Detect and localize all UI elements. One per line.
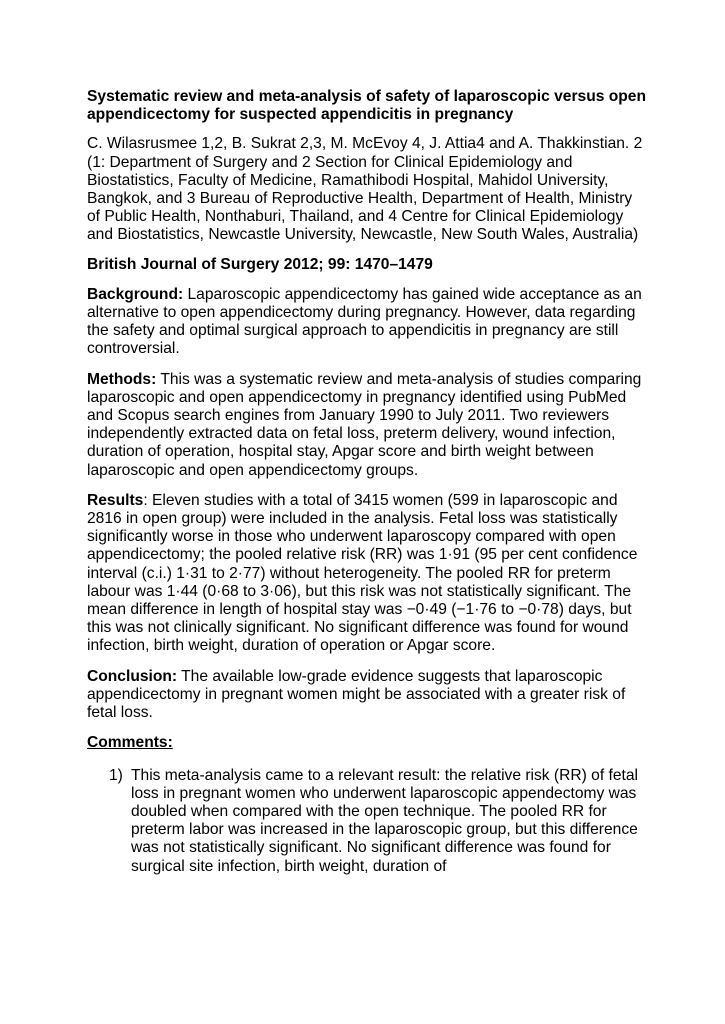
comment-number: 1) [109, 766, 123, 784]
comment-text: This meta-analysis came to a relevant result: the relative risk (RR) of fetal loss in pregnant women who underwent laparoscopic appendectomy was doubled when compared with the open technique. The pooled RR for preterm labor was increased in the laparoscopic group, but this difference was not statistically significant. No significant difference was found for surgical site infection, birth weight, duration of [131, 766, 638, 875]
results-label: Results [87, 491, 144, 509]
background-section [87, 286, 647, 359]
article-title: Systematic review and meta-analysis of safety of laparoscopic versus open appendicectomy for suspected appendicitis in pregnancy [87, 88, 646, 124]
comments-heading: Comments: [87, 734, 173, 752]
methods-section [87, 371, 647, 480]
conclusion-label: Conclusion: [87, 667, 178, 685]
conclusion-text: The available low-grade evidence suggests that laparoscopic appendicectomy in pregnant women might be associated with a greater risk of fetal loss. [87, 667, 626, 722]
results-section [87, 492, 647, 656]
background-label: Background: [87, 285, 184, 303]
results-text: : Eleven studies with a total of 3415 women (599 in laparoscopic and 2816 in open group) were included in the analysis. Fetal loss was statistically significantly worse in those who underwent laparoscopy compared with open appendicectomy; the pooled relative risk (RR) was 1·91 (95 per cent confidence interval (c.i.) 1·31 to 2·77) without heterogeneity. The pooled RR for preterm labour was 1·44 (0·68 to 3·06), but this risk was not statistically significant. The mean difference in length of hospital stay was −0·49 (−1·76 to −0·78) days, but this was not clinically significant. No significant difference was found for wound infection, birth weight, duration of operation or Apgar score. [87, 491, 638, 655]
background-text: Laparoscopic appendicectomy has gained wide acceptance as an alternative to open appendicectomy during pregnancy. However, data regarding the safety and optimal surgical approach to appendicitis in pregnancy are still controversial. [87, 285, 642, 358]
methods-label: Methods: [87, 370, 157, 388]
conclusion-section [87, 668, 647, 723]
author-list: C. Wilasrusmee 1,2, B. Sukrat 2,3, M. McEvoy 4, J. Attia4 and A. Thakkinstian. 2 (1: Department of Surgery and 2 Section for Clinical Epidemiology and Biostatistics, Faculty of Medicine, Ramathibodi Hospital, Mahidol University, Bangkok, and 3 Bureau of Reproductive Health, Department of Health, Ministry of Public Health, Nonthaburi, Thailand, and 4 Centre for Clinical Epidemiology and Biostatistics, Newcastle University, Newcastle, New South Wales, Australia) [87, 135, 643, 244]
journal-citation: British Journal of Surgery 2012; 99: 1470–1479 [87, 255, 433, 273]
comments-list [87, 767, 647, 876]
comment-item [109, 767, 647, 876]
methods-text: This was a systematic review and meta-analysis of studies comparing laparoscopic and open appendicectomy in pregnancy identified using PubMed and Scopus search engines from January 1990 to July 2011. Two reviewers independently extracted data on fetal loss, preterm delivery, wound infection, duration of operation, hospital stay, Apgar score and birth weight between laparoscopic and open appendicectomy groups. [87, 370, 642, 479]
document-page [87, 88, 647, 876]
